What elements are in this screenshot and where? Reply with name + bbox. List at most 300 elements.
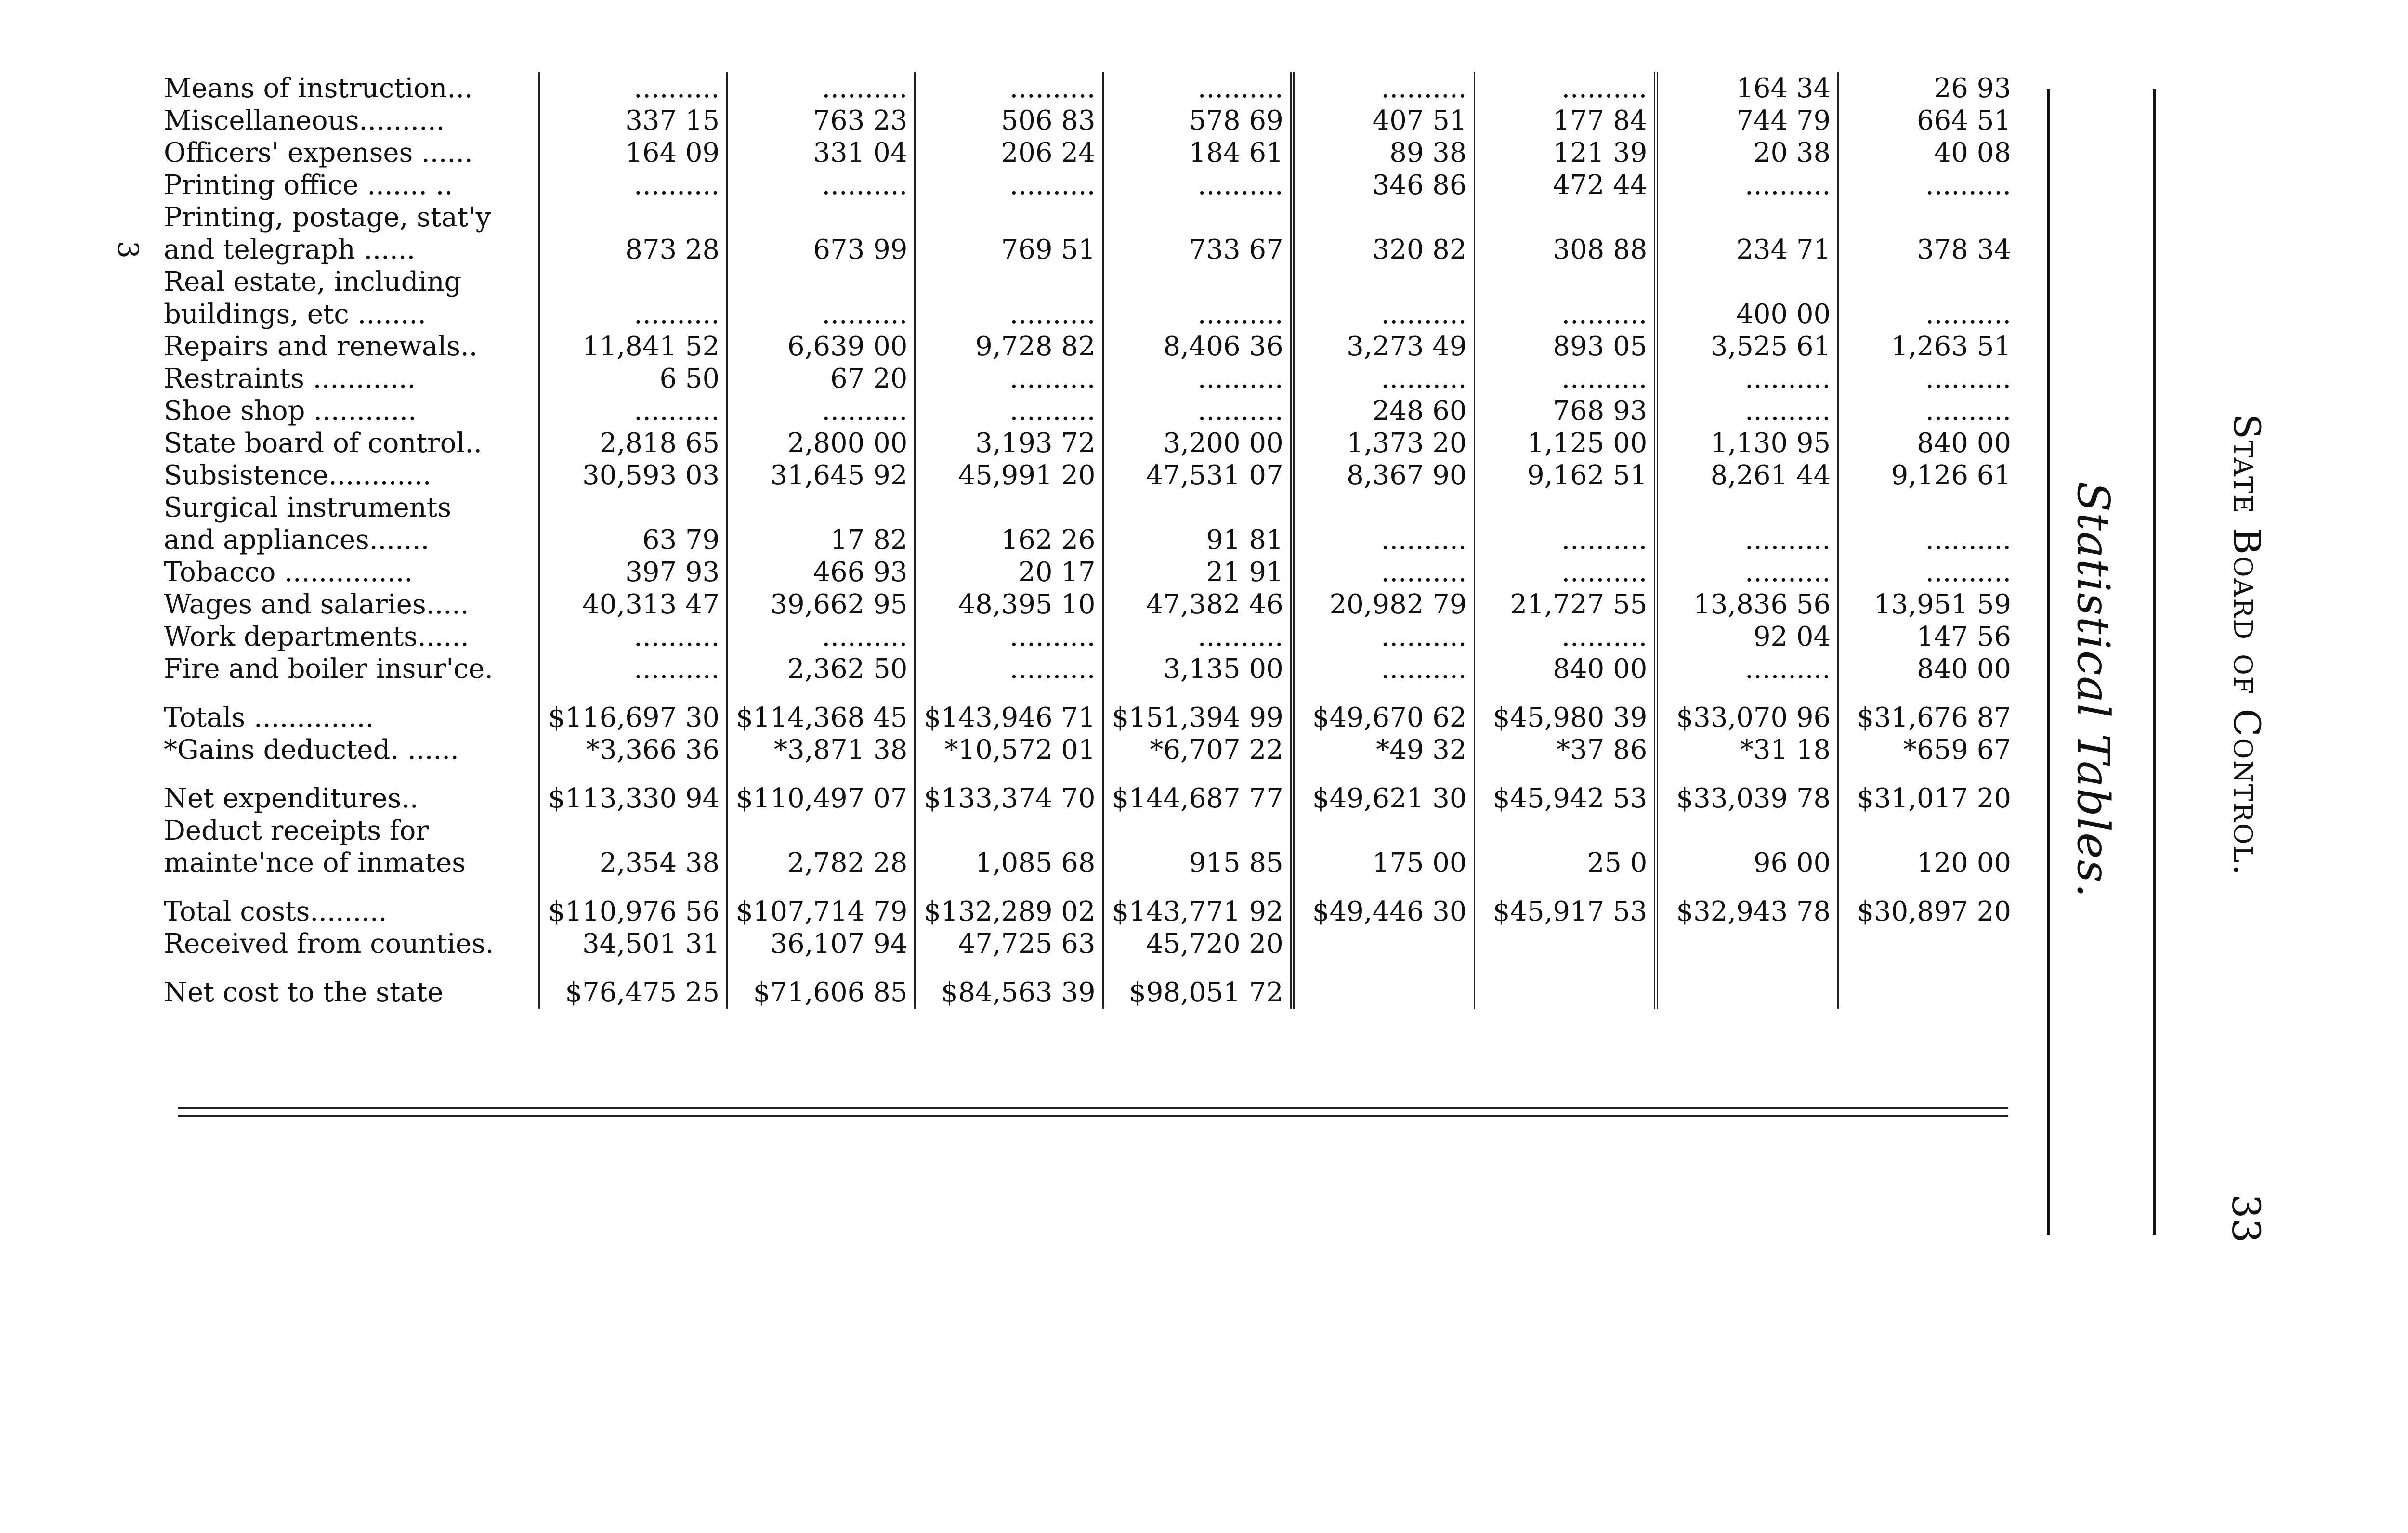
value-cell: 63 79 [539, 524, 727, 556]
value-cell: .......... [727, 621, 915, 653]
value-cell: $32,943 78 [1656, 896, 1838, 928]
value-cell: 184 61 [1103, 137, 1292, 169]
spacer-cell [1292, 685, 1474, 702]
value-cell: $30,897 20 [1838, 896, 2018, 928]
value-cell: .......... [1103, 72, 1292, 104]
value-cell: .......... [539, 72, 727, 104]
table-row [164, 976, 2018, 1009]
value-cell: 472 44 [1474, 169, 1656, 201]
value-cell: .......... [1103, 363, 1292, 395]
spacer-cell [164, 685, 539, 702]
value-cell [539, 815, 727, 847]
value-cell: $107,714 79 [727, 896, 915, 928]
value-cell [1292, 815, 1474, 847]
value-cell: 47,382 46 [1103, 588, 1292, 621]
value-cell [1474, 815, 1656, 847]
value-cell [727, 492, 915, 524]
value-cell: $45,942 53 [1474, 782, 1656, 815]
value-cell: .......... [915, 395, 1103, 427]
value-cell: .......... [727, 169, 915, 201]
value-cell: *10,572 01 [915, 734, 1103, 766]
value-cell: .......... [1474, 524, 1656, 556]
value-cell: .......... [915, 653, 1103, 685]
value-cell [539, 492, 727, 524]
value-cell: .......... [915, 363, 1103, 395]
value-cell [1838, 976, 2018, 1009]
value-cell: 40,313 47 [539, 588, 727, 621]
value-cell: .......... [1838, 363, 2018, 395]
value-cell: 89 38 [1292, 137, 1474, 169]
table-row [164, 621, 2018, 653]
table-spacer [164, 960, 2018, 976]
spacer-cell [1292, 960, 1474, 976]
value-cell: 407 51 [1292, 104, 1474, 137]
value-cell [1656, 201, 1838, 234]
value-cell [1103, 201, 1292, 234]
table-row [164, 702, 2018, 734]
row-label: Work departments...... [164, 621, 469, 652]
value-cell: .......... [1838, 395, 2018, 427]
table-row [164, 363, 2018, 395]
spacer-cell [1292, 879, 1474, 896]
value-cell: $114,368 45 [727, 702, 915, 734]
value-cell [915, 492, 1103, 524]
value-cell: 769 51 [915, 234, 1103, 266]
value-cell: 308 88 [1474, 234, 1656, 266]
value-cell: 578 69 [1103, 104, 1292, 137]
value-cell: 2,362 50 [727, 653, 915, 685]
row-label: Miscellaneous.......... [164, 105, 445, 136]
value-cell: 320 82 [1292, 234, 1474, 266]
value-cell: 3,273 49 [1292, 330, 1474, 363]
table-row [164, 169, 2018, 201]
value-cell: .......... [1474, 298, 1656, 330]
value-cell [1103, 815, 1292, 847]
spacer-cell [727, 766, 915, 782]
value-cell: 2,354 38 [539, 847, 727, 879]
table-spacer [164, 879, 2018, 896]
value-cell [1838, 266, 2018, 298]
table-row [164, 266, 2018, 298]
value-cell: .......... [727, 395, 915, 427]
value-cell: 17 82 [727, 524, 915, 556]
value-cell: 47,531 07 [1103, 459, 1292, 492]
value-cell: 840 00 [1474, 653, 1656, 685]
row-label: and telegraph ...... [164, 234, 416, 265]
value-cell: .......... [1474, 72, 1656, 104]
value-cell [1292, 976, 1474, 1009]
table-row [164, 928, 2018, 960]
value-cell [1656, 492, 1838, 524]
value-cell [1292, 492, 1474, 524]
value-cell: $98,051 72 [1103, 976, 1292, 1009]
value-cell: 3,135 00 [1103, 653, 1292, 685]
table-row [164, 459, 2018, 492]
value-cell: $49,621 30 [1292, 782, 1474, 815]
spacer-cell [1656, 960, 1838, 976]
value-cell [1656, 815, 1838, 847]
value-cell: .......... [539, 298, 727, 330]
value-cell: 34,501 31 [539, 928, 727, 960]
value-cell: .......... [1838, 169, 2018, 201]
value-cell: 147 56 [1838, 621, 2018, 653]
value-cell [727, 266, 915, 298]
page-number: 33 [2224, 1194, 2268, 1243]
value-cell: .......... [1838, 524, 2018, 556]
expenditure-table [164, 72, 2018, 1009]
value-cell: $49,670 62 [1292, 702, 1474, 734]
spacer-cell [1474, 766, 1656, 782]
spacer-cell [1292, 766, 1474, 782]
row-label: and appliances....... [164, 524, 430, 556]
spacer-cell [915, 879, 1103, 896]
value-cell [915, 815, 1103, 847]
value-cell: 47,725 63 [915, 928, 1103, 960]
value-cell: $45,980 39 [1474, 702, 1656, 734]
row-label: Repairs and renewals.. [164, 331, 478, 362]
table-row [164, 782, 2018, 815]
table-row [164, 330, 2018, 363]
value-cell [1292, 201, 1474, 234]
row-label: mainte'nce of inmates [164, 847, 466, 879]
value-cell: 21 91 [1103, 556, 1292, 588]
value-cell [915, 201, 1103, 234]
value-cell: .......... [915, 72, 1103, 104]
value-cell [1656, 266, 1838, 298]
spacer-cell [539, 766, 727, 782]
value-cell: .......... [539, 395, 727, 427]
table-row [164, 588, 2018, 621]
value-cell: .......... [915, 298, 1103, 330]
value-cell [1474, 928, 1656, 960]
value-cell: .......... [1103, 395, 1292, 427]
value-cell: 39,662 95 [727, 588, 915, 621]
row-label: Tobacco ............... [164, 557, 413, 588]
value-cell: .......... [539, 169, 727, 201]
value-cell [1474, 266, 1656, 298]
value-cell: $133,374 70 [915, 782, 1103, 815]
row-label: Shoe shop ............ [164, 395, 417, 427]
row-label: Officers' expenses ...... [164, 137, 473, 169]
row-label: Total costs......... [164, 896, 387, 927]
row-label: *Gains deducted. ...... [164, 734, 459, 766]
value-cell: 673 99 [727, 234, 915, 266]
table-row [164, 137, 2018, 169]
spacer-cell [539, 879, 727, 896]
value-cell: 206 24 [915, 137, 1103, 169]
value-cell: 768 93 [1474, 395, 1656, 427]
value-cell: .......... [1474, 556, 1656, 588]
value-cell: 763 23 [727, 104, 915, 137]
table-spacer [164, 685, 2018, 702]
value-cell: 26 93 [1838, 72, 2018, 104]
value-cell: 3,525 61 [1656, 330, 1838, 363]
margin-mark: 3 [112, 241, 144, 259]
value-cell: .......... [1656, 653, 1838, 685]
spacer-cell [915, 766, 1103, 782]
spacer-cell [1838, 766, 2018, 782]
table-row [164, 395, 2018, 427]
value-cell: 21,727 55 [1474, 588, 1656, 621]
value-cell: $49,446 30 [1292, 896, 1474, 928]
value-cell: 873 28 [539, 234, 727, 266]
value-cell: .......... [1656, 363, 1838, 395]
value-cell: 96 00 [1656, 847, 1838, 879]
value-cell: .......... [727, 298, 915, 330]
spacer-cell [1838, 960, 2018, 976]
value-cell: .......... [1292, 556, 1474, 588]
table-bottom-rule [178, 1107, 2008, 1109]
spacer-cell [164, 879, 539, 896]
value-cell: 20,982 79 [1292, 588, 1474, 621]
value-cell: 162 26 [915, 524, 1103, 556]
side-rule-left [2047, 89, 2050, 1235]
spacer-cell [1656, 766, 1838, 782]
value-cell: 840 00 [1838, 653, 2018, 685]
value-cell: 13,836 56 [1656, 588, 1838, 621]
value-cell: 400 00 [1656, 298, 1838, 330]
table-row [164, 653, 2018, 685]
value-cell: .......... [1292, 653, 1474, 685]
spacer-cell [1103, 879, 1292, 896]
value-cell: .......... [1474, 621, 1656, 653]
value-cell: .......... [1292, 363, 1474, 395]
value-cell: 466 93 [727, 556, 915, 588]
value-cell: 9,728 82 [915, 330, 1103, 363]
value-cell: .......... [1292, 621, 1474, 653]
value-cell: 6,639 00 [727, 330, 915, 363]
value-cell: *3,366 36 [539, 734, 727, 766]
value-cell: 2,782 28 [727, 847, 915, 879]
value-cell: .......... [1103, 298, 1292, 330]
table-row [164, 847, 2018, 879]
value-cell: $33,070 96 [1656, 702, 1838, 734]
row-label: Subsistence............ [164, 460, 432, 491]
value-cell: 1,125 00 [1474, 427, 1656, 459]
value-cell [727, 815, 915, 847]
value-cell: 234 71 [1656, 234, 1838, 266]
value-cell: .......... [915, 169, 1103, 201]
value-cell [1838, 815, 2018, 847]
row-label: Restraints ............ [164, 363, 416, 394]
value-cell: .......... [1292, 524, 1474, 556]
value-cell: .......... [1838, 556, 2018, 588]
value-cell: 331 04 [727, 137, 915, 169]
value-cell [1103, 266, 1292, 298]
spacer-cell [727, 960, 915, 976]
value-cell: .......... [1656, 169, 1838, 201]
value-cell: $31,676 87 [1838, 702, 2018, 734]
value-cell [1474, 492, 1656, 524]
value-cell: $110,976 56 [539, 896, 727, 928]
value-cell: $143,771 92 [1103, 896, 1292, 928]
value-cell: 20 38 [1656, 137, 1838, 169]
value-cell [1292, 928, 1474, 960]
table-row [164, 234, 2018, 266]
value-cell: 378 34 [1838, 234, 2018, 266]
row-label: State board of control.. [164, 428, 482, 459]
row-label: Surgical instruments [164, 492, 452, 523]
value-cell: $116,697 30 [539, 702, 727, 734]
value-cell: 664 51 [1838, 104, 2018, 137]
table-body [164, 72, 2018, 1009]
value-cell: *31 18 [1656, 734, 1838, 766]
table-row [164, 734, 2018, 766]
value-cell [1838, 492, 2018, 524]
value-cell [1838, 928, 2018, 960]
value-cell: 67 20 [727, 363, 915, 395]
value-cell: 8,406 36 [1103, 330, 1292, 363]
value-cell [1656, 976, 1838, 1009]
value-cell: *49 32 [1292, 734, 1474, 766]
value-cell: *37 86 [1474, 734, 1656, 766]
value-cell: 397 93 [539, 556, 727, 588]
value-cell: *3,871 38 [727, 734, 915, 766]
value-cell: 8,261 44 [1656, 459, 1838, 492]
spacer-cell [1103, 685, 1292, 702]
value-cell [1292, 266, 1474, 298]
value-cell: 91 81 [1103, 524, 1292, 556]
spacer-cell [1838, 879, 2018, 896]
spacer-cell [1656, 879, 1838, 896]
value-cell: 346 86 [1292, 169, 1474, 201]
row-label: Printing office ....... .. [164, 169, 453, 201]
value-cell: 13,951 59 [1838, 588, 2018, 621]
value-cell: 9,162 51 [1474, 459, 1656, 492]
table-row [164, 896, 2018, 928]
row-label: Real estate, including [164, 266, 462, 298]
value-cell [1656, 928, 1838, 960]
table-row [164, 72, 2018, 104]
value-cell: $132,289 02 [915, 896, 1103, 928]
spacer-cell [1838, 685, 2018, 702]
value-cell: 1,130 95 [1656, 427, 1838, 459]
table-row [164, 298, 2018, 330]
row-label: Totals .............. [164, 702, 374, 733]
value-cell: 177 84 [1474, 104, 1656, 137]
row-label: Net expenditures.. [164, 783, 419, 814]
row-label: Printing, postage, stat'y [164, 202, 491, 233]
spacer-cell [1474, 960, 1656, 976]
value-cell: 48,395 10 [915, 588, 1103, 621]
value-cell: .......... [1474, 363, 1656, 395]
value-cell: 337 15 [539, 104, 727, 137]
value-cell [1838, 201, 2018, 234]
table-row [164, 427, 2018, 459]
value-cell [1103, 492, 1292, 524]
value-cell: $143,946 71 [915, 702, 1103, 734]
spacer-cell [164, 960, 539, 976]
row-label: Deduct receipts for [164, 815, 429, 846]
spacer-cell [727, 685, 915, 702]
value-cell: 733 67 [1103, 234, 1292, 266]
table-bottom-rule-2 [178, 1115, 2008, 1117]
value-cell: 840 00 [1838, 427, 2018, 459]
side-rule-right [2153, 89, 2156, 1235]
value-cell: 31,645 92 [727, 459, 915, 492]
spacer-cell [1656, 685, 1838, 702]
spacer-cell [1103, 766, 1292, 782]
spacer-cell [915, 685, 1103, 702]
value-cell [915, 266, 1103, 298]
statistical-table-scan [164, 72, 2018, 1131]
value-cell: 8,367 90 [1292, 459, 1474, 492]
spacer-cell [1103, 960, 1292, 976]
value-cell [727, 201, 915, 234]
value-cell: 2,818 65 [539, 427, 727, 459]
spacer-cell [539, 960, 727, 976]
value-cell: $71,606 85 [727, 976, 915, 1009]
value-cell: 164 09 [539, 137, 727, 169]
side-heading: State Board of Control. [2225, 414, 2268, 877]
table-row [164, 201, 2018, 234]
value-cell: .......... [915, 621, 1103, 653]
value-cell: 121 39 [1474, 137, 1656, 169]
value-cell: 3,200 00 [1103, 427, 1292, 459]
value-cell: 175 00 [1292, 847, 1474, 879]
value-cell: 20 17 [915, 556, 1103, 588]
value-cell: $76,475 25 [539, 976, 727, 1009]
value-cell: 2,800 00 [727, 427, 915, 459]
row-label: Received from counties. [164, 928, 494, 960]
value-cell: *6,707 22 [1103, 734, 1292, 766]
value-cell: .......... [539, 621, 727, 653]
value-cell [1474, 201, 1656, 234]
value-cell: .......... [1838, 298, 2018, 330]
row-label: Fire and boiler insur'ce. [164, 653, 493, 685]
value-cell: $31,017 20 [1838, 782, 2018, 815]
value-cell: 1,263 51 [1838, 330, 2018, 363]
value-cell: 36,107 94 [727, 928, 915, 960]
spacer-cell [539, 685, 727, 702]
value-cell: 30,593 03 [539, 459, 727, 492]
value-cell: 1,373 20 [1292, 427, 1474, 459]
value-cell [539, 201, 727, 234]
spacer-cell [164, 766, 539, 782]
value-cell: 506 83 [915, 104, 1103, 137]
value-cell: 915 85 [1103, 847, 1292, 879]
value-cell: 92 04 [1656, 621, 1838, 653]
value-cell: .......... [1656, 524, 1838, 556]
value-cell: 744 79 [1656, 104, 1838, 137]
value-cell: 6 50 [539, 363, 727, 395]
value-cell [1474, 976, 1656, 1009]
value-cell: .......... [1656, 395, 1838, 427]
value-cell: 9,126 61 [1838, 459, 2018, 492]
value-cell: 120 00 [1838, 847, 2018, 879]
value-cell: 893 05 [1474, 330, 1656, 363]
value-cell: *659 67 [1838, 734, 2018, 766]
value-cell: 40 08 [1838, 137, 2018, 169]
value-cell: .......... [539, 653, 727, 685]
value-cell: $45,917 53 [1474, 896, 1656, 928]
value-cell: 11,841 52 [539, 330, 727, 363]
table-row [164, 524, 2018, 556]
value-cell: 25 0 [1474, 847, 1656, 879]
value-cell: $84,563 39 [915, 976, 1103, 1009]
value-cell: $110,497 07 [727, 782, 915, 815]
table-row [164, 492, 2018, 524]
spacer-cell [915, 960, 1103, 976]
value-cell: .......... [1103, 169, 1292, 201]
value-cell: 1,085 68 [915, 847, 1103, 879]
value-cell: .......... [1103, 621, 1292, 653]
value-cell: .......... [1656, 556, 1838, 588]
value-cell: .......... [1292, 72, 1474, 104]
value-cell: 45,720 20 [1103, 928, 1292, 960]
value-cell: 45,991 20 [915, 459, 1103, 492]
value-cell: .......... [727, 72, 915, 104]
